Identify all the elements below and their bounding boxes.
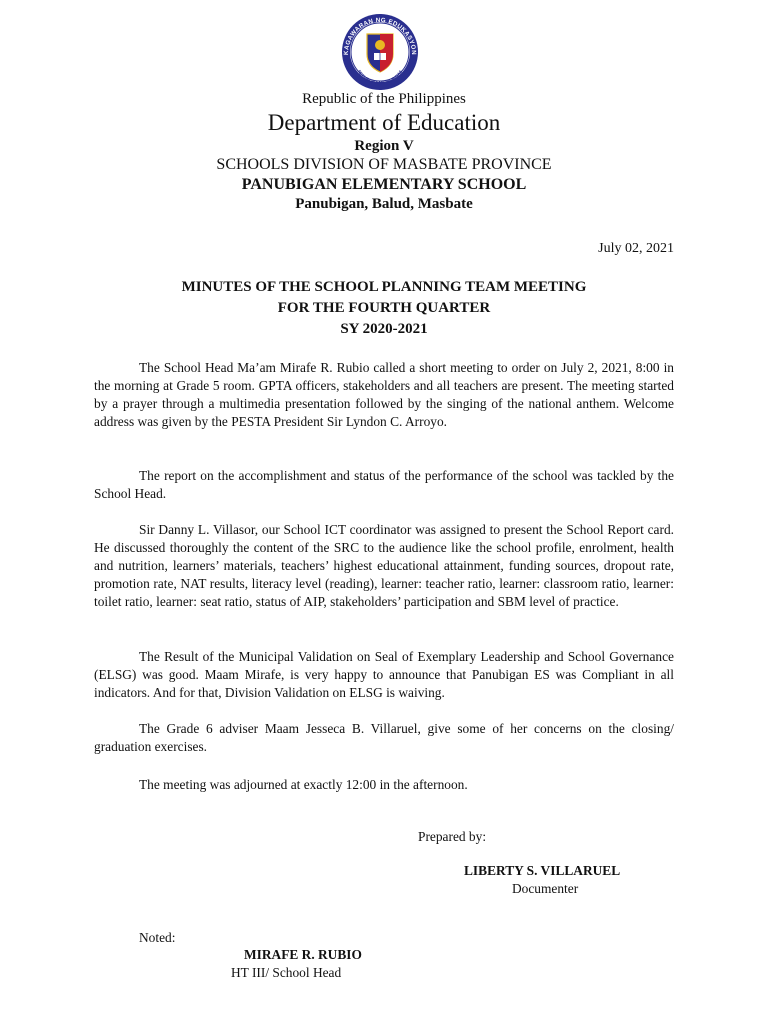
- title-line-3: SY 2020-2021: [340, 321, 428, 337]
- paragraph: Sir Danny L. Villasor, our School ICT coordinator was assigned to present the School Report card. He discussed thoroughly the content of the SRC to the audience like the school profile, enrolment, health and nutrition, learners’ materials, teachers’ highest educational attainment, funding sources, dropout rate, promotion rate, NAT results, literacy level (reading), learner: teacher ratio, learner: classroom ratio, learner: toilet ratio, learner: seat ratio, status of AIP, stakeholders’ participation and SBM level of practice.: [94, 522, 674, 609]
- department-name: Department of Education: [267, 110, 501, 135]
- deped-seal-logo: [332, 12, 428, 92]
- paragraph: The Grade 6 adviser Maam Jesseca B. Villaruel, give some of her concerns on the closing/ graduation exercises.: [94, 721, 674, 754]
- svg-text:KAGAWARAN NG EDUKASYON: KAGAWARAN NG EDUKASYON: [342, 16, 418, 56]
- title-line-2: FOR THE FOURTH QUARTER: [277, 300, 491, 316]
- noted-label: Noted:: [139, 930, 176, 945]
- noter-name: MIRAFE R. RUBIO: [244, 947, 362, 962]
- svg-text:REPUBLIKA NG PILIPINAS: REPUBLIKA NG PILIPINAS: [356, 69, 404, 86]
- school-address: Panubigan, Balud, Masbate: [295, 196, 473, 212]
- prepared-by-label: Prepared by:: [418, 829, 487, 844]
- title-line-1: MINUTES OF THE SCHOOL PLANNING TEAM MEETING: [181, 279, 587, 295]
- republic-line: Republic of the Philippines: [302, 91, 466, 107]
- region-name: Region V: [354, 138, 414, 154]
- document-date: July 02, 2021: [598, 241, 674, 256]
- preparer-role: Documenter: [512, 881, 579, 896]
- preparer-name: LIBERTY S. VILLARUEL: [464, 863, 621, 878]
- noter-role: HT III/ School Head: [231, 965, 342, 980]
- paragraph: The Result of the Municipal Validation on Seal of Exemplary Leadership and School Governance (ELSG) was good. Maam Mirafe, is very happy to announce that Panubigan ES was Compliant in all indicators. And for that, Division Validation on ELSG is waiving.: [94, 649, 674, 700]
- school-name: PANUBIGAN ELEMENTARY SCHOOL: [241, 176, 527, 193]
- paragraph: The meeting was adjourned at exactly 12:00 in the afternoon.: [139, 777, 468, 792]
- division-name: SCHOOLS DIVISION OF MASBATE PROVINCE: [216, 156, 552, 173]
- paragraph: The School Head Ma’am Mirafe R. Rubio called a short meeting to order on July 2, 2021, 8:00 in the morning at Grade 5 room. GPTA officers, stakeholders and all teachers are present. The meeting started by a prayer through a multimedia presentation followed by the singing of the national anthem. Welcome address was given by the PESTA President Sir Lyndon C. Arroyo.: [94, 360, 674, 429]
- paragraph: The report on the accomplishment and status of the performance of the school was tackled by the School Head.: [94, 468, 674, 501]
